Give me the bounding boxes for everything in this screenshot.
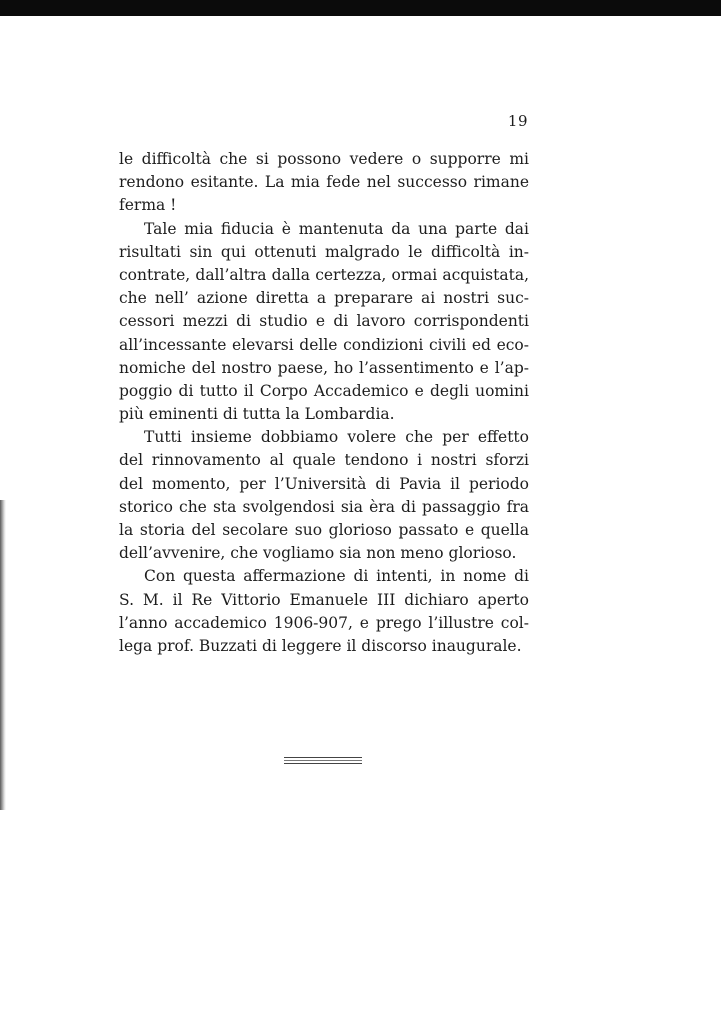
page-number: 19 bbox=[507, 112, 528, 130]
text-line: del rinnovamento al quale tendono i nostri sforzi bbox=[119, 451, 529, 470]
text-line: del momento, per l’Università di Pavia il periodo bbox=[119, 474, 529, 493]
text-line: l’anno accademico 1906-907, e prego l’illustre col- bbox=[119, 613, 529, 632]
text-line: storico che sta svolgendosi sia èra di passaggio fra bbox=[119, 497, 529, 516]
text-line: risultati sin qui ottenuti malgrado le difficoltà in- bbox=[119, 242, 529, 261]
text-line: poggio di tutto il Corpo Accademico e degli uomini bbox=[119, 381, 529, 400]
scan-left-edge bbox=[0, 500, 6, 810]
paragraph-first-line: Tutti insieme dobbiamo volere che per effetto bbox=[144, 428, 529, 447]
text-line: nomiche del nostro paese, ho l’assentimento e l’ap- bbox=[119, 358, 529, 377]
scan-top-band bbox=[0, 0, 721, 16]
body-text bbox=[119, 148, 529, 658]
paragraph-first-line: Tale mia fiducia è mantenuta da una parte dai bbox=[144, 219, 529, 238]
text-line: rendono esitante. La mia fede nel successo rimane bbox=[119, 173, 529, 192]
section-end-rule bbox=[284, 757, 362, 764]
text-line: la storia del secolare suo glorioso passato e quella bbox=[119, 521, 529, 539]
text-line: le difficoltà che si possono vedere o supporre mi bbox=[119, 150, 529, 168]
text-line: che nell’ azione diretta a preparare ai nostri suc- bbox=[119, 289, 529, 308]
paragraph-first-line: Con questa affermazione di intenti, in nome di bbox=[144, 567, 529, 586]
text-line: contrate, dall’altra dalla certezza, ormai acquistata, bbox=[119, 265, 529, 284]
text-line: cessori mezzi di studio e di lavoro corrispondenti bbox=[119, 312, 529, 331]
text-line: ferma ! bbox=[119, 196, 177, 215]
text-line: all’incessante elevarsi delle condizioni civili ed eco- bbox=[119, 335, 529, 354]
text-line: S. M. il Re Vittorio Emanuele III dichiaro aperto bbox=[119, 590, 529, 609]
text-line: più eminenti di tutta la Lombardia. bbox=[119, 405, 395, 424]
text-line: dell’avvenire, che vogliamo sia non meno glorioso. bbox=[119, 544, 517, 563]
text-line: lega prof. Buzzati di leggere il discorso inaugurale. bbox=[119, 636, 522, 655]
